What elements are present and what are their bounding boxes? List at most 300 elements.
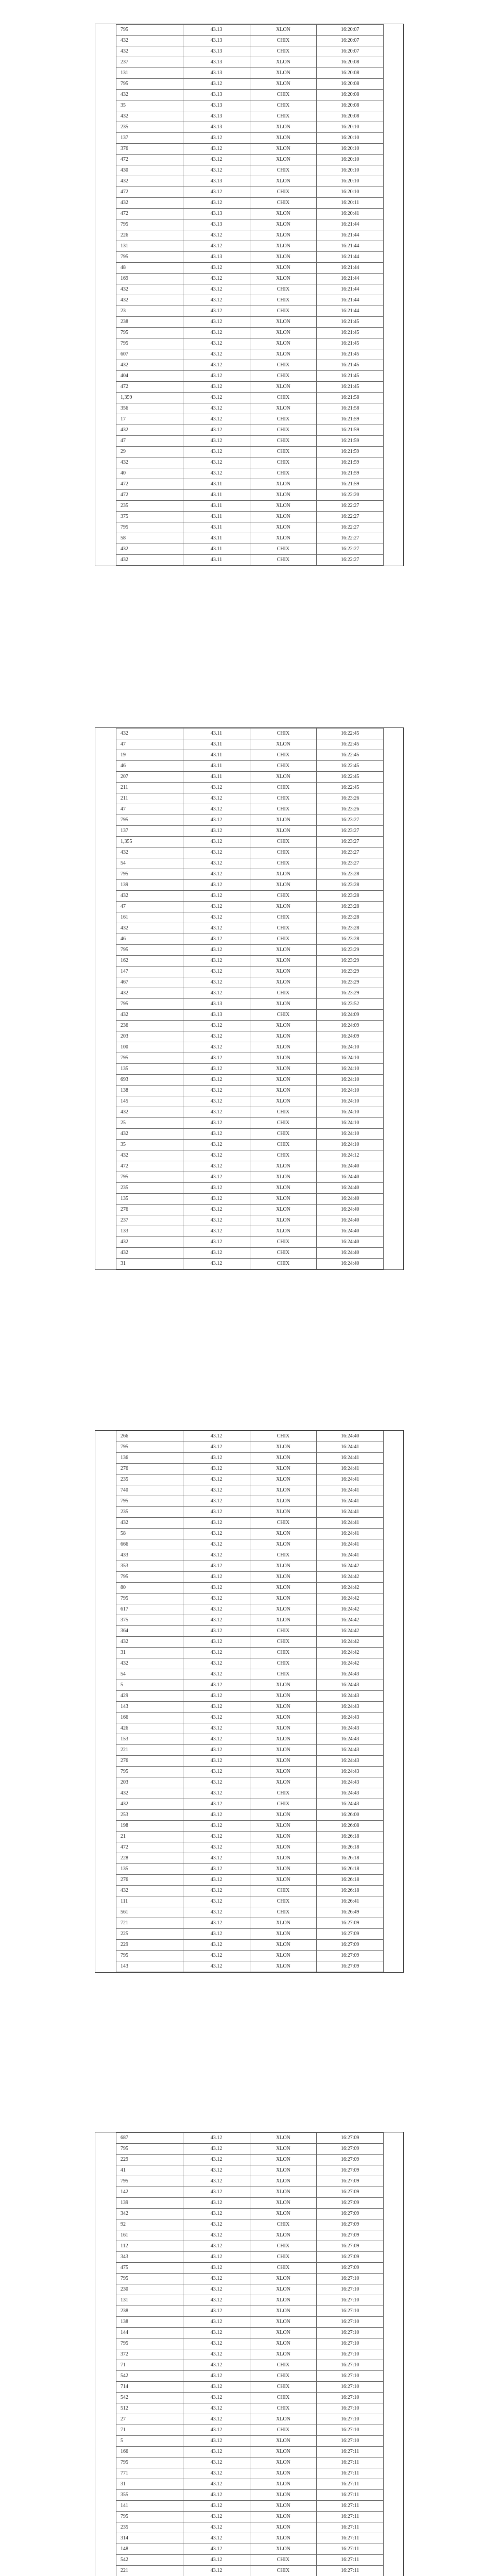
venue-cell: XLON: [250, 1453, 317, 1464]
time-cell: 16:20:10: [317, 165, 384, 176]
table-row: [116, 274, 384, 284]
volume-cell: 162: [116, 956, 183, 967]
venue-cell: CHIX: [250, 750, 317, 761]
table-row: [116, 2155, 384, 2165]
volume-cell: 795: [116, 2274, 183, 2284]
price-cell: 43.12: [183, 295, 250, 306]
price-cell: 43.13: [183, 68, 250, 79]
table-row: [116, 1518, 384, 1529]
table-row: [116, 1734, 384, 1745]
volume-cell: 253: [116, 1810, 183, 1821]
venue-cell: CHIX: [250, 2403, 317, 2414]
price-cell: 43.12: [183, 2338, 250, 2349]
volume-cell: 795: [116, 1572, 183, 1583]
table-row: [116, 479, 384, 490]
time-cell: 16:27:09: [317, 2155, 384, 2165]
table-row: [116, 79, 384, 90]
time-cell: 16:23:28: [317, 869, 384, 880]
price-cell: 43.12: [183, 79, 250, 90]
volume-cell: 21: [116, 1832, 183, 1842]
venue-cell: XLON: [250, 1756, 317, 1767]
table-row: [116, 2382, 384, 2393]
time-cell: 16:21:59: [317, 468, 384, 479]
time-cell: 16:21:59: [317, 425, 384, 436]
time-cell: 16:21:45: [317, 338, 384, 349]
volume-cell: 166: [116, 1713, 183, 1723]
price-cell: 43.12: [183, 1832, 250, 1842]
volume-cell: 687: [116, 2133, 183, 2144]
table-row: [116, 2447, 384, 2458]
table-row: [116, 2241, 384, 2252]
price-cell: 43.12: [183, 133, 250, 144]
price-cell: 43.12: [183, 1734, 250, 1745]
time-cell: 16:24:09: [317, 1031, 384, 1042]
volume-cell: 432: [116, 1799, 183, 1810]
time-cell: 16:27:10: [317, 2306, 384, 2317]
venue-cell: CHIX: [250, 1140, 317, 1150]
table-row: [116, 2403, 384, 2414]
table-row: [116, 2187, 384, 2198]
venue-cell: CHIX: [250, 468, 317, 479]
volume-cell: 35: [116, 1140, 183, 1150]
price-cell: 43.12: [183, 263, 250, 274]
time-cell: 16:24:41: [317, 1475, 384, 1485]
venue-cell: CHIX: [250, 36, 317, 46]
time-cell: 16:27:11: [317, 2479, 384, 2490]
venue-cell: XLON: [250, 2230, 317, 2241]
volume-cell: 432: [116, 1129, 183, 1140]
price-cell: 43.12: [183, 1118, 250, 1129]
time-cell: 16:22:45: [317, 728, 384, 739]
volume-cell: 203: [116, 1031, 183, 1042]
price-cell: 43.12: [183, 1161, 250, 1172]
price-cell: 43.12: [183, 2306, 250, 2317]
table-row: [116, 1832, 384, 1842]
venue-cell: CHIX: [250, 2360, 317, 2371]
table-row: [116, 230, 384, 241]
venue-cell: XLON: [250, 1021, 317, 1031]
price-cell: 43.11: [183, 739, 250, 750]
volume-cell: 27: [116, 2414, 183, 2425]
venue-cell: CHIX: [250, 2241, 317, 2252]
volume-cell: 795: [116, 1767, 183, 1777]
venue-cell: CHIX: [250, 360, 317, 371]
volume-cell: 353: [116, 1561, 183, 1572]
price-cell: 43.12: [183, 1907, 250, 1918]
time-cell: 16:24:41: [317, 1539, 384, 1550]
time-cell: 16:24:41: [317, 1507, 384, 1518]
price-cell: 43.12: [183, 1961, 250, 1972]
time-cell: 16:23:27: [317, 858, 384, 869]
venue-cell: CHIX: [250, 2555, 317, 2566]
venue-cell: CHIX: [250, 848, 317, 858]
volume-cell: 276: [116, 1756, 183, 1767]
price-cell: 43.12: [183, 1518, 250, 1529]
venue-cell: XLON: [250, 1680, 317, 1691]
time-cell: 16:21:59: [317, 447, 384, 457]
venue-cell: XLON: [250, 2274, 317, 2284]
price-cell: 43.13: [183, 122, 250, 133]
time-cell: 16:27:09: [317, 1940, 384, 1951]
table-row: [116, 1756, 384, 1767]
table-row: [116, 880, 384, 891]
time-cell: 16:21:45: [317, 317, 384, 328]
volume-cell: 512: [116, 2403, 183, 2414]
volume-cell: 472: [116, 479, 183, 490]
time-cell: 16:22:27: [317, 544, 384, 555]
table-row: [116, 956, 384, 967]
volume-cell: 1,359: [116, 393, 183, 403]
volume-cell: 375: [116, 1615, 183, 1626]
volume-cell: 144: [116, 2328, 183, 2338]
price-cell: 43.13: [183, 90, 250, 100]
table-row: [116, 501, 384, 512]
table-row: [116, 144, 384, 155]
time-cell: 16:20:08: [317, 79, 384, 90]
time-cell: 16:27:09: [317, 1951, 384, 1961]
table-row: [116, 2165, 384, 2176]
price-cell: 43.12: [183, 1031, 250, 1042]
table-row: [116, 1086, 384, 1096]
price-cell: 43.12: [183, 2555, 250, 2566]
price-cell: 43.12: [183, 956, 250, 967]
volume-cell: 19: [116, 750, 183, 761]
venue-cell: XLON: [250, 501, 317, 512]
price-cell: 43.12: [183, 2349, 250, 2360]
table-row: [116, 1886, 384, 1896]
table-row: [116, 209, 384, 219]
table-row: [116, 1150, 384, 1161]
price-cell: 43.12: [183, 1940, 250, 1951]
price-cell: 43.12: [183, 2468, 250, 2479]
volume-cell: 542: [116, 2555, 183, 2566]
price-cell: 43.12: [183, 2176, 250, 2187]
table-row: [116, 1680, 384, 1691]
price-cell: 43.12: [183, 1615, 250, 1626]
volume-cell: 58: [116, 1529, 183, 1539]
price-cell: 43.12: [183, 2436, 250, 2447]
venue-cell: CHIX: [250, 1550, 317, 1561]
volume-cell: 40: [116, 468, 183, 479]
table-row: [116, 219, 384, 230]
price-cell: 43.13: [183, 36, 250, 46]
venue-cell: CHIX: [250, 436, 317, 447]
table-row: [116, 1864, 384, 1875]
price-cell: 43.12: [183, 1194, 250, 1205]
volume-cell: 795: [116, 1053, 183, 1064]
volume-cell: 795: [116, 999, 183, 1010]
table-row: [116, 2295, 384, 2306]
time-cell: 16:21:44: [317, 252, 384, 263]
volume-cell: 795: [116, 522, 183, 533]
venue-cell: XLON: [250, 2479, 317, 2490]
volume-cell: 343: [116, 2252, 183, 2263]
price-cell: 43.12: [183, 1951, 250, 1961]
venue-cell: XLON: [250, 328, 317, 338]
price-cell: 43.12: [183, 1875, 250, 1886]
volume-cell: 138: [116, 2317, 183, 2328]
table-row: [116, 100, 384, 111]
time-cell: 16:21:58: [317, 403, 384, 414]
time-cell: 16:27:09: [317, 2133, 384, 2144]
table-row: [116, 804, 384, 815]
venue-cell: XLON: [250, 1442, 317, 1453]
table-row: [116, 2219, 384, 2230]
venue-cell: CHIX: [250, 1248, 317, 1259]
time-cell: 16:27:11: [317, 2555, 384, 2566]
time-cell: 16:24:10: [317, 1064, 384, 1075]
table-row: [116, 1010, 384, 1021]
volume-cell: 432: [116, 848, 183, 858]
time-cell: 16:24:42: [317, 1594, 384, 1604]
volume-cell: 356: [116, 403, 183, 414]
volume-cell: 432: [116, 46, 183, 57]
time-cell: 16:27:09: [317, 2176, 384, 2187]
table-row: [116, 2566, 384, 2576]
venue-cell: XLON: [250, 2468, 317, 2479]
venue-cell: XLON: [250, 79, 317, 90]
price-cell: 43.12: [183, 1150, 250, 1161]
volume-cell: 46: [116, 934, 183, 945]
table-row: [116, 1669, 384, 1680]
price-cell: 43.12: [183, 2274, 250, 2284]
volume-cell: 542: [116, 2393, 183, 2403]
table-row: [116, 1031, 384, 1042]
table-row: [116, 2252, 384, 2263]
price-cell: 43.12: [183, 793, 250, 804]
venue-cell: CHIX: [250, 1259, 317, 1269]
table-row: [116, 393, 384, 403]
venue-cell: XLON: [250, 2284, 317, 2295]
time-cell: 16:23:29: [317, 945, 384, 956]
venue-cell: XLON: [250, 122, 317, 133]
time-cell: 16:22:27: [317, 533, 384, 544]
volume-cell: 131: [116, 2295, 183, 2306]
venue-cell: XLON: [250, 1205, 317, 1215]
volume-cell: 1,355: [116, 837, 183, 848]
price-cell: 43.12: [183, 1626, 250, 1637]
time-cell: 16:27:09: [317, 2144, 384, 2155]
time-cell: 16:22:45: [317, 750, 384, 761]
price-cell: 43.13: [183, 1010, 250, 1021]
price-cell: 43.12: [183, 1096, 250, 1107]
price-cell: 43.12: [183, 2230, 250, 2241]
table-row: [116, 1485, 384, 1496]
venue-cell: XLON: [250, 2317, 317, 2328]
table-row: [116, 2458, 384, 2468]
price-cell: 43.12: [183, 1604, 250, 1615]
table-row: [116, 1064, 384, 1075]
venue-cell: CHIX: [250, 1886, 317, 1896]
venue-cell: XLON: [250, 1864, 317, 1875]
table-row: [116, 295, 384, 306]
venue-cell: CHIX: [250, 111, 317, 122]
volume-cell: 432: [116, 988, 183, 999]
volume-cell: 795: [116, 2144, 183, 2155]
time-cell: 16:27:11: [317, 2512, 384, 2522]
table-row: [116, 1842, 384, 1853]
time-cell: 16:24:43: [317, 1713, 384, 1723]
time-cell: 16:24:09: [317, 1010, 384, 1021]
volume-cell: 92: [116, 2219, 183, 2230]
time-cell: 16:24:43: [317, 1734, 384, 1745]
price-cell: 43.12: [183, 1140, 250, 1150]
volume-cell: 432: [116, 1886, 183, 1896]
volume-cell: 432: [116, 90, 183, 100]
time-cell: 16:22:45: [317, 772, 384, 783]
price-cell: 43.12: [183, 328, 250, 338]
price-cell: 43.12: [183, 988, 250, 999]
venue-cell: CHIX: [250, 1648, 317, 1658]
time-cell: 16:22:27: [317, 555, 384, 566]
time-cell: 16:20:08: [317, 111, 384, 122]
volume-cell: 432: [116, 111, 183, 122]
time-cell: 16:23:28: [317, 923, 384, 934]
venue-cell: XLON: [250, 1161, 317, 1172]
time-cell: 16:27:09: [317, 2241, 384, 2252]
price-cell: 43.12: [183, 1594, 250, 1604]
price-cell: 43.12: [183, 1021, 250, 1031]
venue-cell: CHIX: [250, 1799, 317, 1810]
volume-cell: 432: [116, 425, 183, 436]
price-cell: 43.12: [183, 1821, 250, 1832]
table-row: [116, 2436, 384, 2447]
venue-cell: CHIX: [250, 165, 317, 176]
volume-cell: 432: [116, 198, 183, 209]
volume-cell: 795: [116, 869, 183, 880]
volume-cell: 433: [116, 1550, 183, 1561]
table-row: [116, 1615, 384, 1626]
price-cell: 43.12: [183, 1810, 250, 1821]
price-cell: 43.12: [183, 1215, 250, 1226]
trade-rows: [116, 2133, 384, 2576]
time-cell: 16:24:42: [317, 1648, 384, 1658]
venue-cell: CHIX: [250, 858, 317, 869]
volume-cell: 375: [116, 512, 183, 522]
table-row: [116, 1929, 384, 1940]
price-cell: 43.12: [183, 371, 250, 382]
venue-cell: CHIX: [250, 912, 317, 923]
price-cell: 43.12: [183, 1042, 250, 1053]
volume-cell: 472: [116, 155, 183, 165]
trade-table-page-3: [95, 1430, 404, 1973]
time-cell: 16:24:40: [317, 1431, 384, 1442]
volume-cell: 795: [116, 1951, 183, 1961]
table-row: [116, 1745, 384, 1756]
table-row: [116, 2198, 384, 2209]
price-cell: 43.12: [183, 923, 250, 934]
table-row: [116, 869, 384, 880]
table-row: [116, 111, 384, 122]
venue-cell: XLON: [250, 999, 317, 1010]
venue-cell: XLON: [250, 956, 317, 967]
time-cell: 16:21:45: [317, 328, 384, 338]
price-cell: 43.12: [183, 2447, 250, 2458]
venue-cell: XLON: [250, 902, 317, 912]
table-row: [116, 772, 384, 783]
volume-cell: 432: [116, 891, 183, 902]
volume-cell: 207: [116, 772, 183, 783]
price-cell: 43.12: [183, 1864, 250, 1875]
venue-cell: CHIX: [250, 544, 317, 555]
venue-cell: XLON: [250, 317, 317, 328]
time-cell: 16:27:11: [317, 2533, 384, 2544]
price-cell: 43.12: [183, 317, 250, 328]
price-cell: 43.12: [183, 1896, 250, 1907]
volume-cell: 203: [116, 1777, 183, 1788]
venue-cell: XLON: [250, 2198, 317, 2209]
volume-cell: 141: [116, 2501, 183, 2512]
price-cell: 43.11: [183, 728, 250, 739]
table-row: [116, 317, 384, 328]
venue-cell: XLON: [250, 1042, 317, 1053]
time-cell: 16:20:07: [317, 36, 384, 46]
price-cell: 43.12: [183, 804, 250, 815]
time-cell: 16:23:27: [317, 815, 384, 826]
price-cell: 43.12: [183, 1550, 250, 1561]
price-cell: 43.13: [183, 252, 250, 263]
venue-cell: CHIX: [250, 1896, 317, 1907]
venue-cell: XLON: [250, 1031, 317, 1042]
venue-cell: XLON: [250, 1961, 317, 1972]
venue-cell: CHIX: [250, 1626, 317, 1637]
price-cell: 43.12: [183, 1572, 250, 1583]
price-cell: 43.12: [183, 2360, 250, 2371]
volume-cell: 100: [116, 1042, 183, 1053]
time-cell: 16:23:28: [317, 902, 384, 912]
price-cell: 43.12: [183, 858, 250, 869]
volume-cell: 136: [116, 1453, 183, 1464]
time-cell: 16:24:40: [317, 1183, 384, 1194]
price-cell: 43.11: [183, 544, 250, 555]
time-cell: 16:22:27: [317, 501, 384, 512]
venue-cell: XLON: [250, 176, 317, 187]
volume-cell: 404: [116, 371, 183, 382]
volume-cell: 31: [116, 1648, 183, 1658]
volume-cell: 112: [116, 2241, 183, 2252]
time-cell: 16:24:09: [317, 1021, 384, 1031]
time-cell: 16:26:18: [317, 1832, 384, 1842]
venue-cell: XLON: [250, 826, 317, 837]
price-cell: 43.12: [183, 2219, 250, 2230]
volume-cell: 23: [116, 306, 183, 317]
time-cell: 16:24:42: [317, 1583, 384, 1594]
table-row: [116, 1172, 384, 1183]
table-row: [116, 90, 384, 100]
table-row: [116, 1572, 384, 1583]
venue-cell: CHIX: [250, 1150, 317, 1161]
venue-cell: CHIX: [250, 447, 317, 457]
time-cell: 16:21:44: [317, 263, 384, 274]
price-cell: 43.12: [183, 1475, 250, 1485]
price-cell: 43.12: [183, 826, 250, 837]
venue-cell: XLON: [250, 1767, 317, 1777]
price-cell: 43.12: [183, 1853, 250, 1864]
table-row: [116, 1194, 384, 1205]
price-cell: 43.13: [183, 209, 250, 219]
price-cell: 43.12: [183, 1658, 250, 1669]
volume-cell: 161: [116, 2230, 183, 2241]
time-cell: 16:24:10: [317, 1129, 384, 1140]
price-cell: 43.12: [183, 1702, 250, 1713]
venue-cell: XLON: [250, 1832, 317, 1842]
volume-cell: 432: [116, 1248, 183, 1259]
venue-cell: XLON: [250, 209, 317, 219]
venue-cell: CHIX: [250, 2393, 317, 2403]
time-cell: 16:23:52: [317, 999, 384, 1010]
time-cell: 16:27:10: [317, 2328, 384, 2338]
table-row: [116, 1107, 384, 1118]
